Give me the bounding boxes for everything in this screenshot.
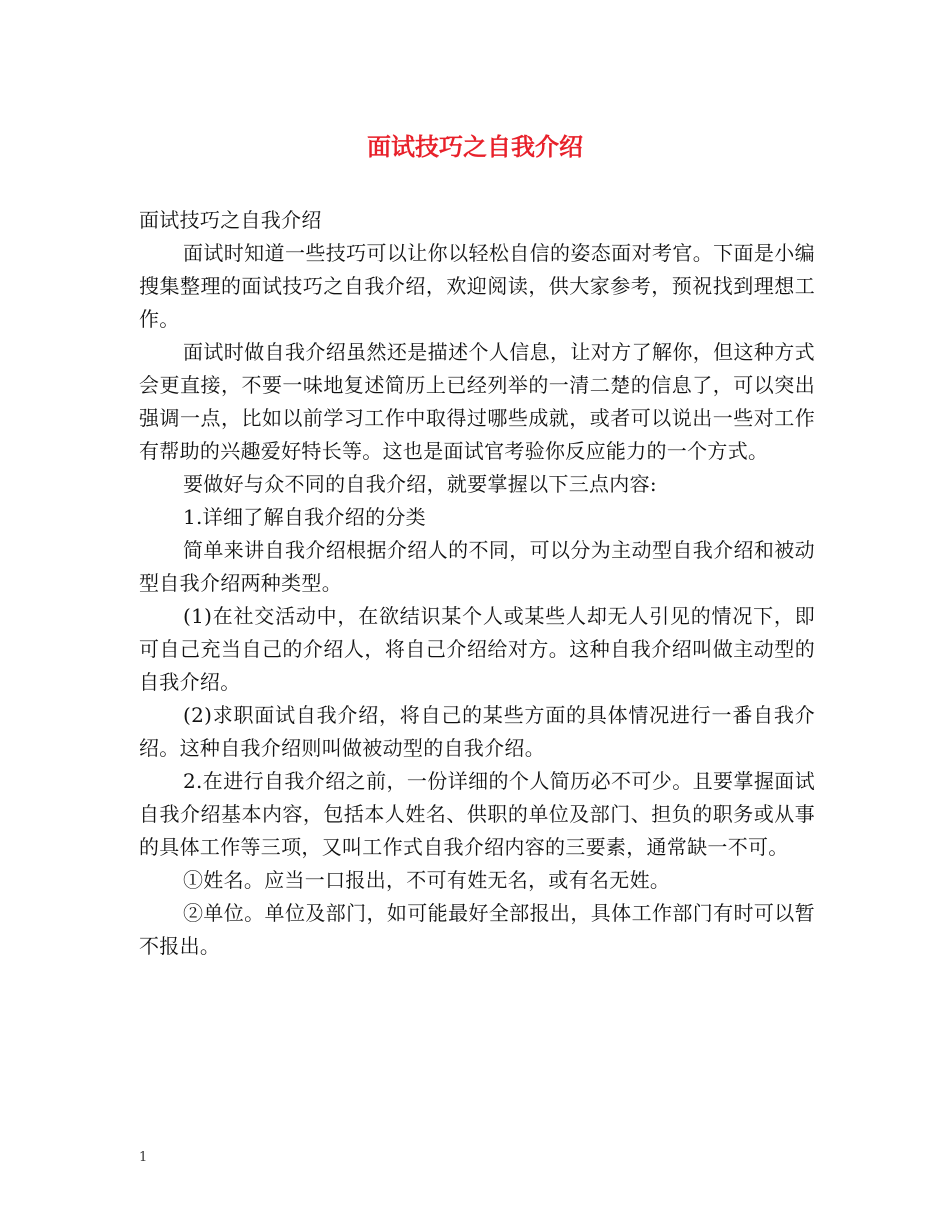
paragraph-description: 面试时做自我介绍虽然还是描述个人信息，让对方了解你，但这种方式会更直接，不要一味地复述简历上已经列举的一清二楚的信息了，可以突出强调一点，比如以前学习工作中取得过哪些成就，或者可以说出一些对工作有帮助的兴趣爱好特长等。这也是面试官考验你反应能力的一个方式。	[139, 340, 815, 463]
paragraph-section-1: 1.详细了解自我介绍的分类	[183, 505, 426, 529]
paragraph-unit-item: ②单位。单位及部门，如可能最好全部报出，具体工作部门有时可以暂不报出。	[139, 901, 815, 958]
paragraph-passive-type: (2)求职面试自我介绍，将自己的某些方面的具体情况进行一番自我介绍。这种自我介绍则叫做被动型的自我介绍。	[139, 703, 815, 760]
paragraph-three-points: 要做好与众不同的自我介绍，就要掌握以下三点内容:	[183, 472, 657, 496]
paragraph-name-item: ①姓名。应当一口报出，不可有姓无名，或有名无姓。	[183, 868, 671, 892]
paragraph-heading: 面试技巧之自我介绍	[139, 208, 322, 232]
page-number: 1	[139, 1150, 148, 1165]
paragraph-types: 简单来讲自我介绍根据介绍人的不同，可以分为主动型自我介绍和被动型自我介绍两种类型。	[139, 538, 815, 595]
document-body	[139, 204, 815, 963]
document-title: 面试技巧之自我介绍	[367, 132, 583, 161]
paragraph-active-type: (1)在社交活动中，在欲结识某个人或某些人却无人引见的情况下，即可自己充当自己的介绍人，将自己介绍给对方。这种自我介绍叫做主动型的自我介绍。	[139, 604, 815, 694]
paragraph-intro: 面试时知道一些技巧可以让你以轻松自信的姿态面对考官。下面是小编搜集整理的面试技巧之自我介绍，欢迎阅读，供大家参考，预祝找到理想工作。	[139, 241, 815, 331]
paragraph-section-2: 2.在进行自我介绍之前，一份详细的个人简历必不可少。且要掌握面试自我介绍基本内容，包括本人姓名、供职的单位及部门、担负的职务或从事的具体工作等三项，又叫工作式自我介绍内容的三要素，通常缺一不可。	[139, 769, 815, 859]
